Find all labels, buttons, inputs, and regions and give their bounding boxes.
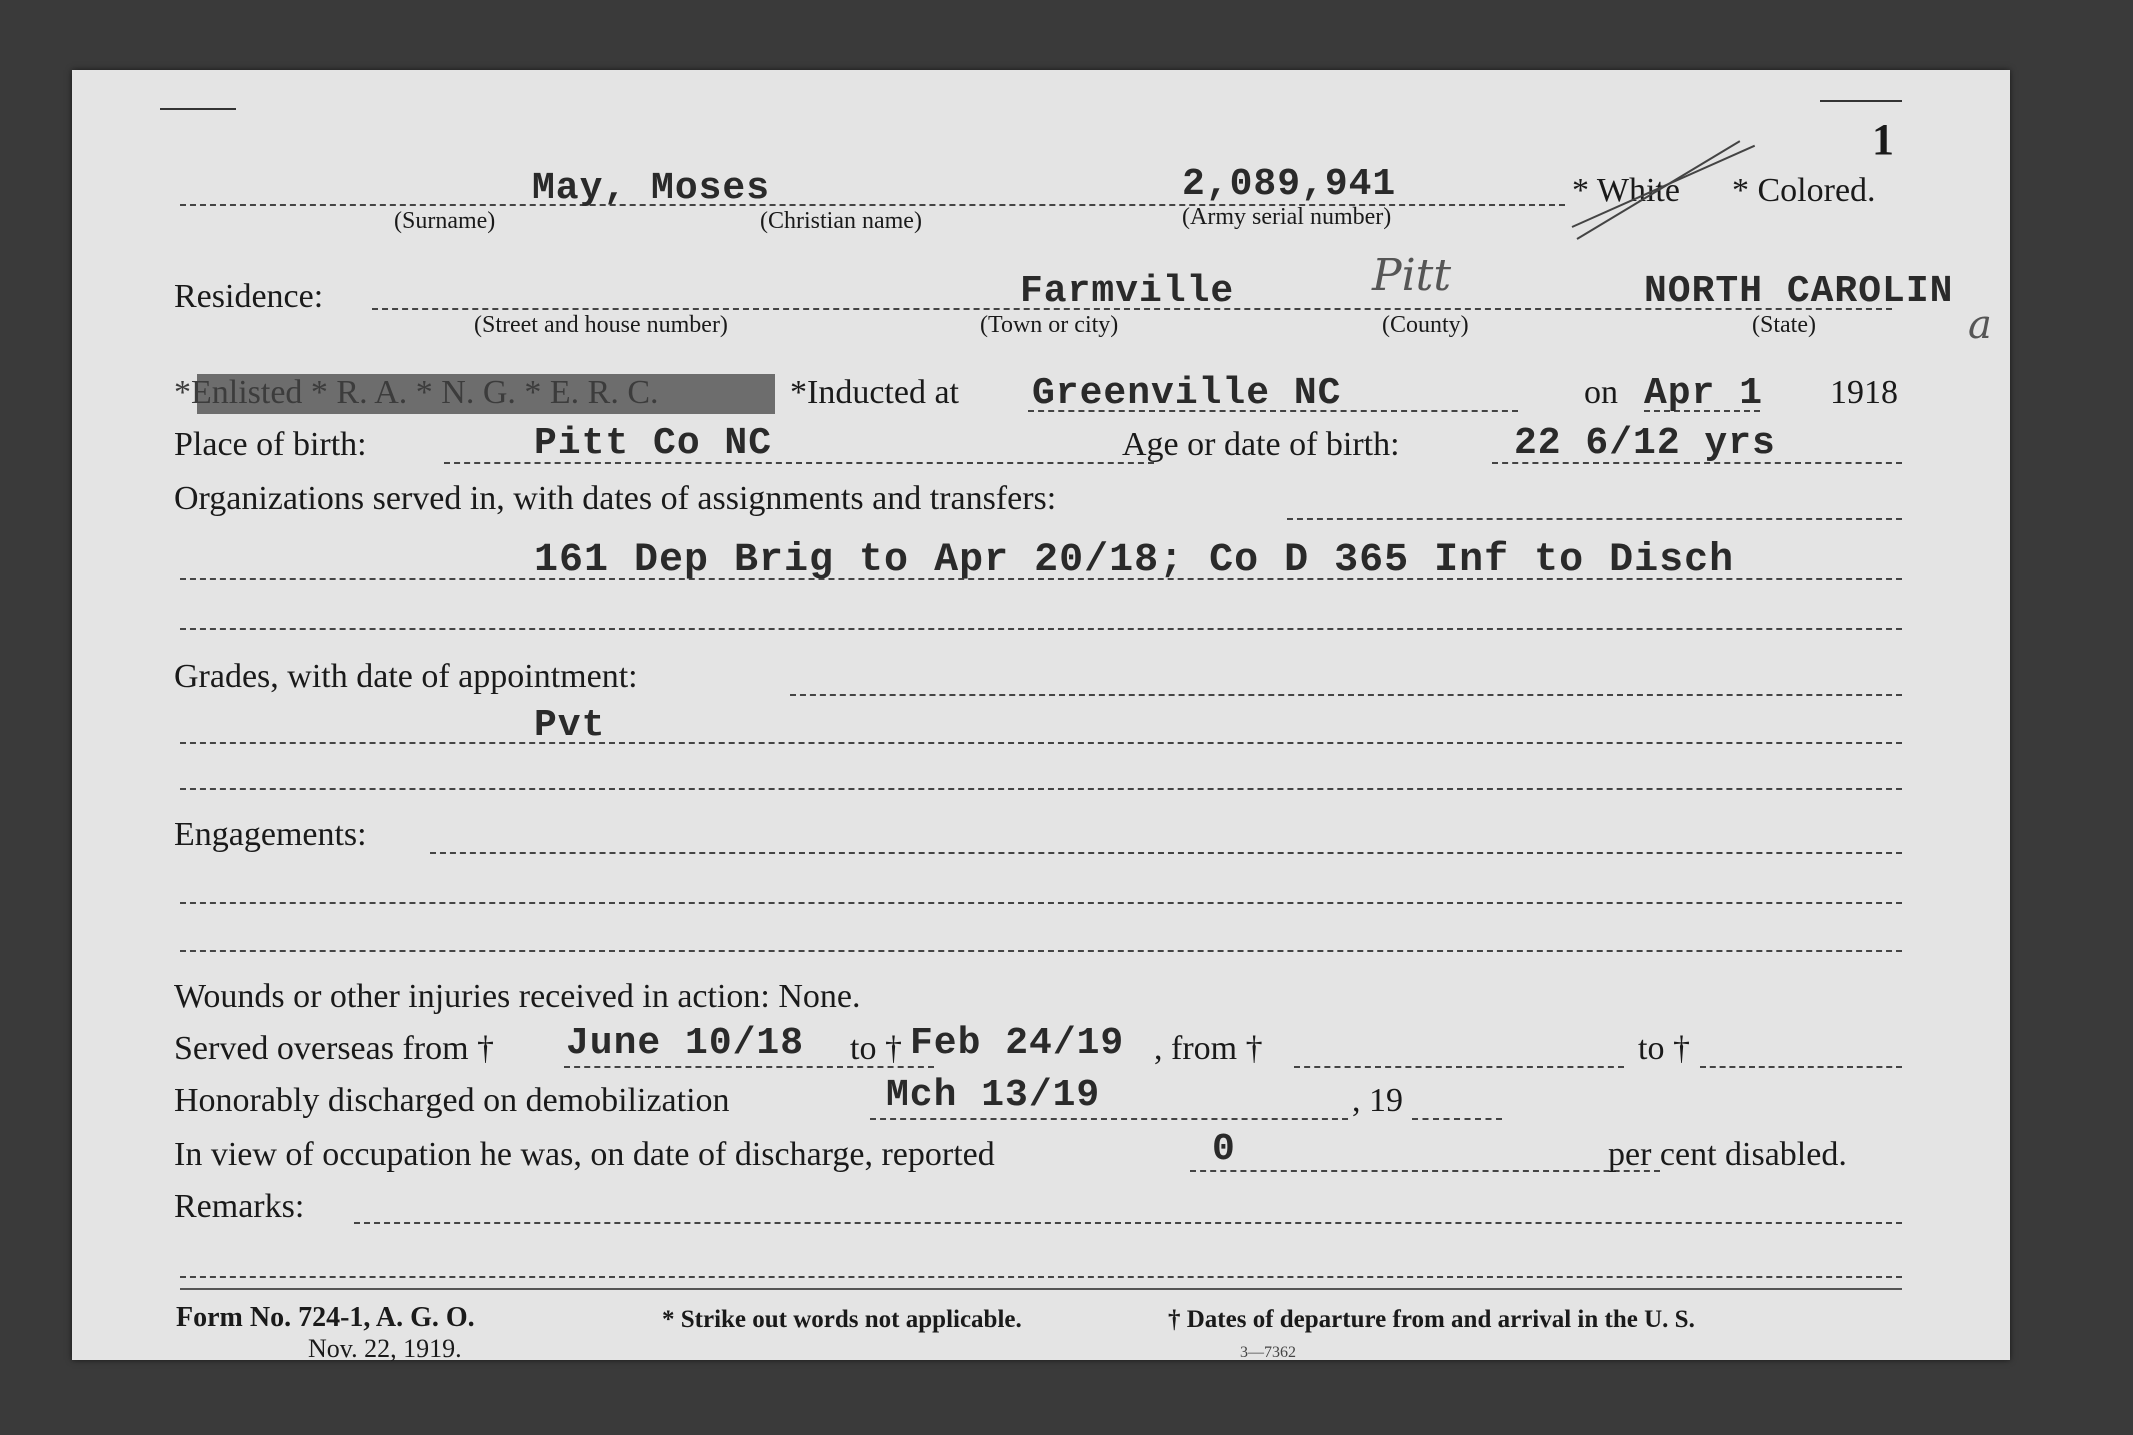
name-value: May, Moses xyxy=(532,167,771,210)
card-number: 1 xyxy=(1872,115,1894,164)
age-label: Age or date of birth: xyxy=(1122,426,1400,463)
organizations-line-2 xyxy=(180,628,1902,630)
remarks-line-0 xyxy=(354,1222,1902,1224)
engagements-label: Engagements: xyxy=(174,816,367,853)
print-code: 3—7362 xyxy=(1240,1344,1296,1361)
grades-line-0 xyxy=(790,694,1902,696)
residence-label: Residence: xyxy=(174,278,324,315)
overseas-to2-label: to † xyxy=(1638,1030,1690,1067)
town-caption: (Town or city) xyxy=(980,312,1119,338)
race-white: * White xyxy=(1572,172,1680,209)
birthplace-label: Place of birth: xyxy=(174,426,367,463)
top-left-rule xyxy=(160,108,236,110)
organizations-label: Organizations served in, with dates of assignments and transfers: xyxy=(174,480,1057,517)
organizations-line-0 xyxy=(1287,518,1902,520)
street-caption: (Street and house number) xyxy=(474,312,728,338)
county-caption: (County) xyxy=(1382,312,1469,338)
serial-value: 2,089,941 xyxy=(1182,163,1397,206)
overseas-from2-label: , from † xyxy=(1154,1030,1263,1067)
remarks-line-1 xyxy=(180,1276,1902,1278)
top-right-rule xyxy=(1820,100,1902,102)
inducted-date-value: Apr 1 xyxy=(1644,372,1764,415)
on-label: on xyxy=(1584,374,1618,411)
form-date: Nov. 22, 1919. xyxy=(308,1334,462,1363)
engagements-line-1 xyxy=(180,902,1902,904)
discharge-year: , 19 xyxy=(1352,1082,1403,1119)
engagements-line-2 xyxy=(180,950,1902,952)
organizations-value: 161 Dep Brig to Apr 20/18; Co D 365 Inf to Disch xyxy=(534,538,1735,583)
engagements-line-0 xyxy=(430,852,1902,854)
race-colored: * Colored. xyxy=(1732,172,1876,209)
grades-line-1 xyxy=(180,742,1902,744)
overseas-from-value: June 10/18 xyxy=(566,1022,805,1065)
discharge-line xyxy=(870,1118,1348,1120)
remarks-rule xyxy=(180,1288,1902,1290)
grades-value: Pvt xyxy=(534,704,606,747)
discharge-year-line xyxy=(1412,1118,1502,1120)
disabled-line xyxy=(1190,1170,1660,1172)
christian-name-caption: (Christian name) xyxy=(760,208,922,234)
inducted-place-value: Greenville NC xyxy=(1032,372,1342,415)
enlisted-options: *Enlisted * R. A. * N. G. * E. R. C. xyxy=(174,374,659,411)
county-value: Pitt xyxy=(1372,250,1452,301)
discharge-label: Honorably discharged on demobilization xyxy=(174,1082,730,1119)
grades-line-2 xyxy=(180,788,1902,790)
age-value: 22 6/12 yrs xyxy=(1514,422,1776,465)
state-value: NORTH CAROLIN xyxy=(1644,270,1954,313)
disabled-suffix: per cent disabled. xyxy=(1608,1136,1847,1173)
disabled-value: 0 xyxy=(1212,1128,1236,1171)
overseas-to-label: to † xyxy=(850,1030,902,1067)
inducted-label: *Inducted at xyxy=(790,374,959,411)
footnote-dates: † Dates of departure from and arrival in the U. S. xyxy=(1168,1306,1695,1333)
grades-label: Grades, with date of appointment: xyxy=(174,658,638,695)
form-number: Form No. 724-1, A. G. O. xyxy=(176,1302,475,1333)
state-suffix: a xyxy=(1968,302,1992,348)
birthplace-value: Pitt Co NC xyxy=(534,422,773,465)
discharge-value: Mch 13/19 xyxy=(886,1074,1101,1117)
service-card xyxy=(72,70,2010,1363)
surname-caption: (Surname) xyxy=(394,208,496,234)
overseas-label: Served overseas from † xyxy=(174,1030,495,1067)
wounds-text: Wounds or other injuries received in action: None. xyxy=(174,978,861,1015)
inducted-year: 1918 xyxy=(1830,374,1898,411)
disabled-label: In view of occupation he was, on date of discharge, reported xyxy=(174,1136,995,1173)
serial-caption: (Army serial number) xyxy=(1182,204,1392,230)
overseas-from2-line xyxy=(1294,1066,1624,1068)
state-caption: (State) xyxy=(1752,312,1816,338)
overseas-to2-line xyxy=(1700,1066,1902,1068)
overseas-to-value: Feb 24/19 xyxy=(910,1022,1125,1065)
town-value: Farmville xyxy=(1020,270,1235,313)
footnote-strike: * Strike out words not applicable. xyxy=(662,1306,1022,1333)
remarks-label: Remarks: xyxy=(174,1188,305,1225)
